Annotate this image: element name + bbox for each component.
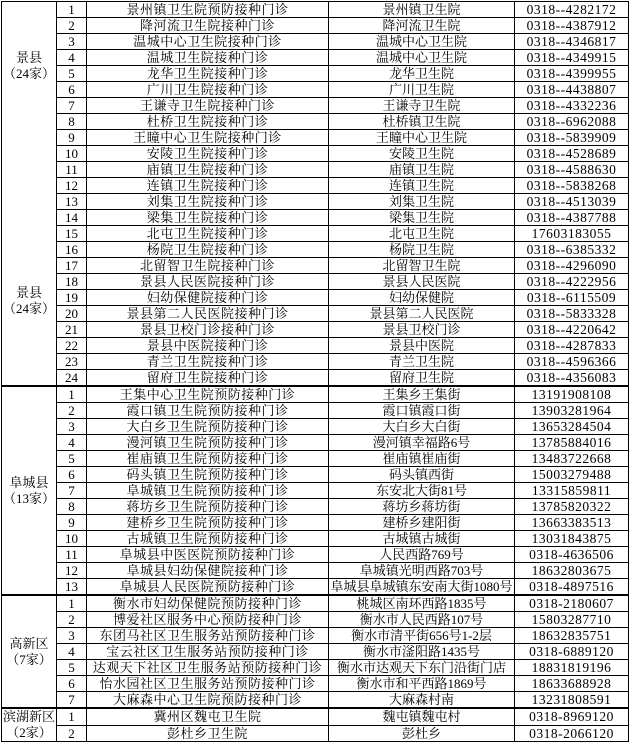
region-label-block bbox=[2, 285, 56, 317]
row-number-cell: 16 bbox=[57, 242, 87, 258]
clinic-name-cell: 阜城镇卫生院预防接种门诊 bbox=[87, 483, 329, 499]
phone-cell: 18633688928 bbox=[515, 676, 629, 692]
address-cell: 衡水市清平街656号1-2层 bbox=[329, 628, 515, 644]
region-label-block bbox=[2, 636, 56, 668]
clinic-name-cell: 梁集卫生院接种门诊 bbox=[87, 210, 329, 226]
clinic-name-cell: 龙华卫生院接种门诊 bbox=[87, 66, 329, 82]
phone-cell: 0318--4222956 bbox=[515, 274, 629, 290]
row-number-cell: 24 bbox=[57, 370, 87, 387]
clinic-name-cell: 霞口镇卫生院预防接种门诊 bbox=[87, 403, 329, 419]
row-number-cell: 6 bbox=[57, 676, 87, 692]
clinic-name-cell: 蒋坊乡卫生院预防接种门诊 bbox=[87, 499, 329, 515]
address-cell: 衡水市和平西路1869号 bbox=[329, 676, 515, 692]
row-number-cell: 1 bbox=[57, 595, 87, 612]
clinic-name-cell: 衡水市妇幼保健院预防接种门诊 bbox=[87, 595, 329, 612]
phone-cell: 13031843875 bbox=[515, 531, 629, 547]
region-cell bbox=[2, 386, 57, 595]
address-cell: 人民西路769号 bbox=[329, 547, 515, 563]
phone-cell: 13231808591 bbox=[515, 692, 629, 709]
address-cell: 蒋坊乡蒋坊街 bbox=[329, 499, 515, 515]
phone-cell: 0318--4387788 bbox=[515, 210, 629, 226]
row-number-cell: 8 bbox=[57, 114, 87, 130]
clinic-name-cell: 古城镇卫生院预防接种门诊 bbox=[87, 531, 329, 547]
clinic-name-cell: 留府卫生院接种门诊 bbox=[87, 370, 329, 387]
region-name: 阜城县 bbox=[9, 474, 49, 490]
table-row bbox=[2, 419, 629, 435]
address-cell: 安陵卫生院 bbox=[329, 146, 515, 162]
phone-cell: 0318--4596366 bbox=[515, 354, 629, 370]
table-row bbox=[2, 515, 629, 531]
address-cell: 衡水市人民西路107号 bbox=[329, 612, 515, 628]
address-cell: 降河流卫生院 bbox=[329, 18, 515, 34]
table-row bbox=[2, 98, 629, 114]
address-cell: 刘集卫生院 bbox=[329, 194, 515, 210]
table-row bbox=[2, 676, 629, 692]
clinic-name-cell: 杜桥卫生院接种门诊 bbox=[87, 114, 329, 130]
phone-cell: 0318--4346817 bbox=[515, 34, 629, 50]
address-cell: 杨院卫生院 bbox=[329, 242, 515, 258]
row-number-cell: 9 bbox=[57, 130, 87, 146]
table-row bbox=[2, 162, 629, 178]
address-cell: 古城镇古城街 bbox=[329, 531, 515, 547]
phone-cell: 0318-4897516 bbox=[515, 579, 629, 596]
phone-cell: 18831819196 bbox=[515, 660, 629, 676]
address-cell: 梁集卫生院 bbox=[329, 210, 515, 226]
region-label-block bbox=[2, 475, 56, 507]
clinic-name-cell: 宝云社区卫生服务站预防接种门诊 bbox=[87, 644, 329, 660]
clinic-name-cell: 庙镇卫生院接种门诊 bbox=[87, 162, 329, 178]
phone-cell: 13785820322 bbox=[515, 499, 629, 515]
table-row bbox=[2, 178, 629, 194]
address-cell: 衡水市滏阳路1435号 bbox=[329, 644, 515, 660]
clinic-name-cell: 王谦寺卫生院接种门诊 bbox=[87, 98, 329, 114]
clinic-name-cell: 王集中心卫生院预防接种门诊 bbox=[87, 386, 329, 403]
phone-cell: 0318--6385332 bbox=[515, 242, 629, 258]
phone-cell: 0318--4220642 bbox=[515, 322, 629, 338]
clinic-name-cell: 大白乡卫生院预防接种门诊 bbox=[87, 419, 329, 435]
phone-cell: 0318-2066120 bbox=[515, 725, 629, 742]
address-cell: 景县卫校门诊 bbox=[329, 322, 515, 338]
row-number-cell: 23 bbox=[57, 354, 87, 370]
row-number-cell: 4 bbox=[57, 435, 87, 451]
table-row bbox=[2, 370, 629, 387]
table-row bbox=[2, 242, 629, 258]
address-cell: 霞口镇霞口街 bbox=[329, 403, 515, 419]
row-number-cell: 7 bbox=[57, 692, 87, 709]
row-number-cell: 14 bbox=[57, 210, 87, 226]
address-cell: 码头镇西街 bbox=[329, 467, 515, 483]
clinic-name-cell: 大麻森中心卫生院预防接种门诊 bbox=[87, 692, 329, 709]
clinic-name-cell: 北留智卫生院接种门诊 bbox=[87, 258, 329, 274]
address-cell: 杜桥镇卫生院 bbox=[329, 114, 515, 130]
clinic-name-cell: 漫河镇卫生院预防接种门诊 bbox=[87, 435, 329, 451]
row-number-cell: 6 bbox=[57, 82, 87, 98]
phone-cell: 13483722668 bbox=[515, 451, 629, 467]
region-count: （7家） bbox=[6, 651, 52, 667]
table-row bbox=[2, 338, 629, 354]
table-row bbox=[2, 290, 629, 306]
row-number-cell: 2 bbox=[57, 725, 87, 742]
address-cell: 龙华卫生院 bbox=[329, 66, 515, 82]
clinic-name-cell: 景县人民医院接种门诊 bbox=[87, 274, 329, 290]
phone-cell: 13315859811 bbox=[515, 483, 629, 499]
clinic-name-cell: 景县中医院接种门诊 bbox=[87, 338, 329, 354]
phone-cell: 13785884016 bbox=[515, 435, 629, 451]
clinic-name-cell: 青兰卫生院接种门诊 bbox=[87, 354, 329, 370]
table-row bbox=[2, 435, 629, 451]
phone-cell: 15803287710 bbox=[515, 612, 629, 628]
row-number-cell: 5 bbox=[57, 451, 87, 467]
phone-cell: 0318-4636506 bbox=[515, 547, 629, 563]
clinic-name-cell: 东团马社区卫生服务站预防接种门诊 bbox=[87, 628, 329, 644]
address-cell: 东安北大街81号 bbox=[329, 483, 515, 499]
phone-cell: 0318--5833328 bbox=[515, 306, 629, 322]
address-cell: 留府卫生院 bbox=[329, 370, 515, 387]
phone-cell: 0318--4588630 bbox=[515, 162, 629, 178]
phone-cell: 0318--4513039 bbox=[515, 194, 629, 210]
clinic-name-cell: 景县第二人民医院接种门诊 bbox=[87, 306, 329, 322]
address-cell: 大白乡大白街 bbox=[329, 419, 515, 435]
address-cell: 连镇卫生院 bbox=[329, 178, 515, 194]
table-row bbox=[2, 258, 629, 274]
table-row bbox=[2, 531, 629, 547]
clinic-name-cell: 刘集卫生院接种门诊 bbox=[87, 194, 329, 210]
table-row bbox=[2, 692, 629, 709]
address-cell: 北留智卫生院 bbox=[329, 258, 515, 274]
region-name: 高新区 bbox=[9, 635, 49, 651]
row-number-cell: 3 bbox=[57, 34, 87, 50]
address-cell: 大麻森村南 bbox=[329, 692, 515, 709]
clinic-name-cell: 妇幼保健院接种门诊 bbox=[87, 290, 329, 306]
row-number-cell: 3 bbox=[57, 628, 87, 644]
table-row bbox=[2, 322, 629, 338]
row-number-cell: 4 bbox=[57, 644, 87, 660]
row-number-cell: 11 bbox=[57, 162, 87, 178]
clinic-name-cell: 温城中心卫生院接种门诊 bbox=[87, 34, 329, 50]
table-row bbox=[2, 595, 629, 612]
region-name: 景县 bbox=[15, 49, 42, 65]
phone-cell: 13663383513 bbox=[515, 515, 629, 531]
table-row bbox=[2, 451, 629, 467]
row-number-cell: 2 bbox=[57, 18, 87, 34]
phone-cell: 0318--5838268 bbox=[515, 178, 629, 194]
address-cell: 青兰卫生院 bbox=[329, 354, 515, 370]
clinic-name-cell: 杨院卫生院接种门诊 bbox=[87, 242, 329, 258]
clinic-name-cell: 彭杜乡卫生院 bbox=[87, 725, 329, 742]
table-row bbox=[2, 50, 629, 66]
address-cell: 阜城县阜城镇东安南大街1080号 bbox=[330, 579, 513, 594]
table-row bbox=[2, 146, 629, 162]
table-row bbox=[2, 725, 629, 742]
phone-cell: 0318-2180607 bbox=[515, 595, 629, 612]
address-cell: 景县中医院 bbox=[329, 338, 515, 354]
table-row bbox=[2, 386, 629, 403]
address-cell: 王谦寺卫生院 bbox=[329, 98, 515, 114]
row-number-cell: 13 bbox=[57, 194, 87, 210]
region-label-block bbox=[2, 709, 56, 741]
address-cell: 建桥乡建阳街 bbox=[329, 515, 515, 531]
table-row bbox=[2, 660, 629, 676]
clinic-name-cell: 连镇卫生院接种门诊 bbox=[87, 178, 329, 194]
clinic-name-cell: 怡水园社区卫生服务站预防接种门诊 bbox=[87, 676, 329, 692]
clinic-name-cell: 王瞳中心卫生院接种门诊 bbox=[87, 130, 329, 146]
address-cell: 庙镇卫生院 bbox=[329, 162, 515, 178]
clinic-name-cell: 码头镇卫生院预防接种门诊 bbox=[87, 467, 329, 483]
table-row bbox=[2, 114, 629, 130]
row-number-cell: 20 bbox=[57, 306, 87, 322]
phone-cell: 0318--4399955 bbox=[515, 66, 629, 82]
table-row bbox=[2, 579, 629, 596]
row-number-cell: 2 bbox=[57, 612, 87, 628]
table-row bbox=[2, 467, 629, 483]
clinic-name-cell: 博爱社区服务中心预防接种门诊 bbox=[87, 612, 329, 628]
clinic-name-cell: 达观天下社区卫生服务站预防接种门诊 bbox=[87, 660, 329, 676]
row-number-cell: 7 bbox=[57, 98, 87, 114]
table-row bbox=[2, 708, 629, 725]
phone-cell: 0318--4296090 bbox=[515, 258, 629, 274]
row-number-cell: 4 bbox=[57, 50, 87, 66]
clinic-name-cell: 北屯卫生院接种门诊 bbox=[87, 226, 329, 242]
region-label-block bbox=[2, 50, 56, 82]
address-cell: 温城中心卫生院 bbox=[329, 50, 515, 66]
region-count: （24家） bbox=[2, 65, 55, 81]
table-row bbox=[2, 483, 629, 499]
table-row bbox=[2, 66, 629, 82]
row-number-cell: 1 bbox=[57, 2, 87, 18]
address-cell: 景州镇卫生院 bbox=[329, 2, 515, 18]
table-row bbox=[2, 82, 629, 98]
phone-cell: 0318--6962088 bbox=[515, 114, 629, 130]
table-row bbox=[2, 2, 629, 18]
row-number-cell: 10 bbox=[57, 146, 87, 162]
clinic-name-cell: 广川卫生院接种门诊 bbox=[87, 82, 329, 98]
address-cell: 妇幼保健院 bbox=[329, 290, 515, 306]
region-cell bbox=[2, 708, 57, 742]
phone-cell: 0318--4438807 bbox=[515, 82, 629, 98]
phone-cell: 17603183055 bbox=[515, 226, 629, 242]
row-number-cell: 6 bbox=[57, 467, 87, 483]
address-cell: 漫河镇幸福路6号 bbox=[329, 435, 515, 451]
table-row bbox=[2, 499, 629, 515]
row-number-cell: 11 bbox=[57, 547, 87, 563]
phone-cell: 13653284504 bbox=[515, 419, 629, 435]
phone-cell: 13191908108 bbox=[515, 386, 629, 403]
row-number-cell: 12 bbox=[57, 178, 87, 194]
phone-cell: 15003279488 bbox=[515, 467, 629, 483]
clinic-name-cell: 阜城县妇幼保健院接种门诊 bbox=[87, 563, 329, 579]
clinic-name-cell: 降河流卫生院接种门诊 bbox=[87, 18, 329, 34]
address-cell: 彭杜乡 bbox=[329, 725, 515, 742]
region-count: （2家） bbox=[6, 725, 52, 740]
table-row bbox=[2, 34, 629, 50]
phone-cell: 0318--4528689 bbox=[515, 146, 629, 162]
row-number-cell: 1 bbox=[57, 386, 87, 403]
row-number-cell: 9 bbox=[57, 515, 87, 531]
table-row bbox=[2, 194, 629, 210]
clinic-name-cell: 阜城县人民医院预防接种门诊 bbox=[87, 579, 329, 596]
address-cell: 温城中心卫生院 bbox=[329, 34, 515, 50]
phone-cell: 0318-6889120 bbox=[515, 644, 629, 660]
region-count: （24家） bbox=[2, 301, 55, 317]
row-number-cell: 1 bbox=[57, 708, 87, 725]
row-number-cell: 10 bbox=[57, 531, 87, 547]
phone-cell: 0318--4282172 bbox=[515, 2, 629, 18]
phone-cell: 0318--5839909 bbox=[515, 130, 629, 146]
row-number-cell: 21 bbox=[57, 322, 87, 338]
region-name: 景县 bbox=[15, 285, 42, 301]
row-number-cell: 5 bbox=[57, 66, 87, 82]
region-name: 滨湖新区 bbox=[2, 709, 55, 724]
table-body bbox=[2, 2, 629, 742]
row-number-cell: 15 bbox=[57, 226, 87, 242]
clinic-name-cell: 建桥乡卫生院预防接种门诊 bbox=[87, 515, 329, 531]
region-cell bbox=[2, 2, 57, 387]
row-number-cell: 13 bbox=[57, 579, 87, 596]
phone-cell: 18632835751 bbox=[515, 628, 629, 644]
clinic-name-cell: 景县卫校门诊接种门诊 bbox=[87, 322, 329, 338]
address-cell: 王瞳中心卫生院 bbox=[329, 130, 515, 146]
row-number-cell: 3 bbox=[57, 419, 87, 435]
address-cell: 魏屯镇魏屯村 bbox=[329, 708, 515, 725]
address-cell: 崔庙镇崔庙街 bbox=[329, 451, 515, 467]
row-number-cell: 22 bbox=[57, 338, 87, 354]
address-cell: 景县人民医院 bbox=[329, 274, 515, 290]
table-row bbox=[2, 306, 629, 322]
phone-cell: 0318--4387912 bbox=[515, 18, 629, 34]
address-cell: 桃城区南环西路1835号 bbox=[329, 595, 515, 612]
table-row bbox=[2, 354, 629, 370]
table-row bbox=[2, 547, 629, 563]
table-row bbox=[2, 612, 629, 628]
table-row bbox=[2, 403, 629, 419]
phone-cell: 0318--4356083 bbox=[515, 370, 629, 387]
region-count: （13家） bbox=[2, 490, 55, 506]
phone-cell: 0318--6115509 bbox=[515, 290, 629, 306]
vaccination-clinic-table bbox=[1, 1, 629, 742]
phone-cell: 0318--4287833 bbox=[515, 338, 629, 354]
clinic-name-cell: 景州镇卫生院预防接种门诊 bbox=[87, 2, 329, 18]
address-cell: 阜城镇光明西路703号 bbox=[329, 563, 515, 579]
phone-cell: 0318-8969120 bbox=[515, 708, 629, 725]
table-row bbox=[2, 18, 629, 34]
row-number-cell: 19 bbox=[57, 290, 87, 306]
table-row bbox=[2, 628, 629, 644]
phone-cell: 0318--4349915 bbox=[515, 50, 629, 66]
row-number-cell: 8 bbox=[57, 499, 87, 515]
row-number-cell: 12 bbox=[57, 563, 87, 579]
table-row bbox=[2, 210, 629, 226]
table-row bbox=[2, 563, 629, 579]
row-number-cell: 17 bbox=[57, 258, 87, 274]
clinic-name-cell: 阜城县中医医院预防接种门诊 bbox=[87, 547, 329, 563]
row-number-cell: 5 bbox=[57, 660, 87, 676]
phone-cell: 18632803675 bbox=[515, 563, 629, 579]
clinic-name-cell: 安陵卫生院接种门诊 bbox=[87, 146, 329, 162]
phone-cell: 0318--4332236 bbox=[515, 98, 629, 114]
clinic-name-cell: 冀州区魏屯卫生院 bbox=[87, 708, 329, 725]
address-cell: 衡水市达观天下东门沿街门店 bbox=[329, 660, 515, 676]
region-cell bbox=[2, 595, 57, 708]
clinic-name-cell: 温城卫生院接种门诊 bbox=[87, 50, 329, 66]
row-number-cell: 2 bbox=[57, 403, 87, 419]
address-cell: 广川卫生院 bbox=[329, 82, 515, 98]
phone-cell: 13903281964 bbox=[515, 403, 629, 419]
address-cell: 北屯卫生院 bbox=[329, 226, 515, 242]
table-row bbox=[2, 130, 629, 146]
table-row bbox=[2, 226, 629, 242]
address-cell: 王集乡王集街 bbox=[329, 386, 515, 403]
row-number-cell: 7 bbox=[57, 483, 87, 499]
row-number-cell: 18 bbox=[57, 274, 87, 290]
table-row bbox=[2, 274, 629, 290]
table-row bbox=[2, 644, 629, 660]
clinic-name-cell: 崔庙镇卫生院预防接种门诊 bbox=[87, 451, 329, 467]
address-cell: 景县第二人民医院 bbox=[329, 306, 515, 322]
